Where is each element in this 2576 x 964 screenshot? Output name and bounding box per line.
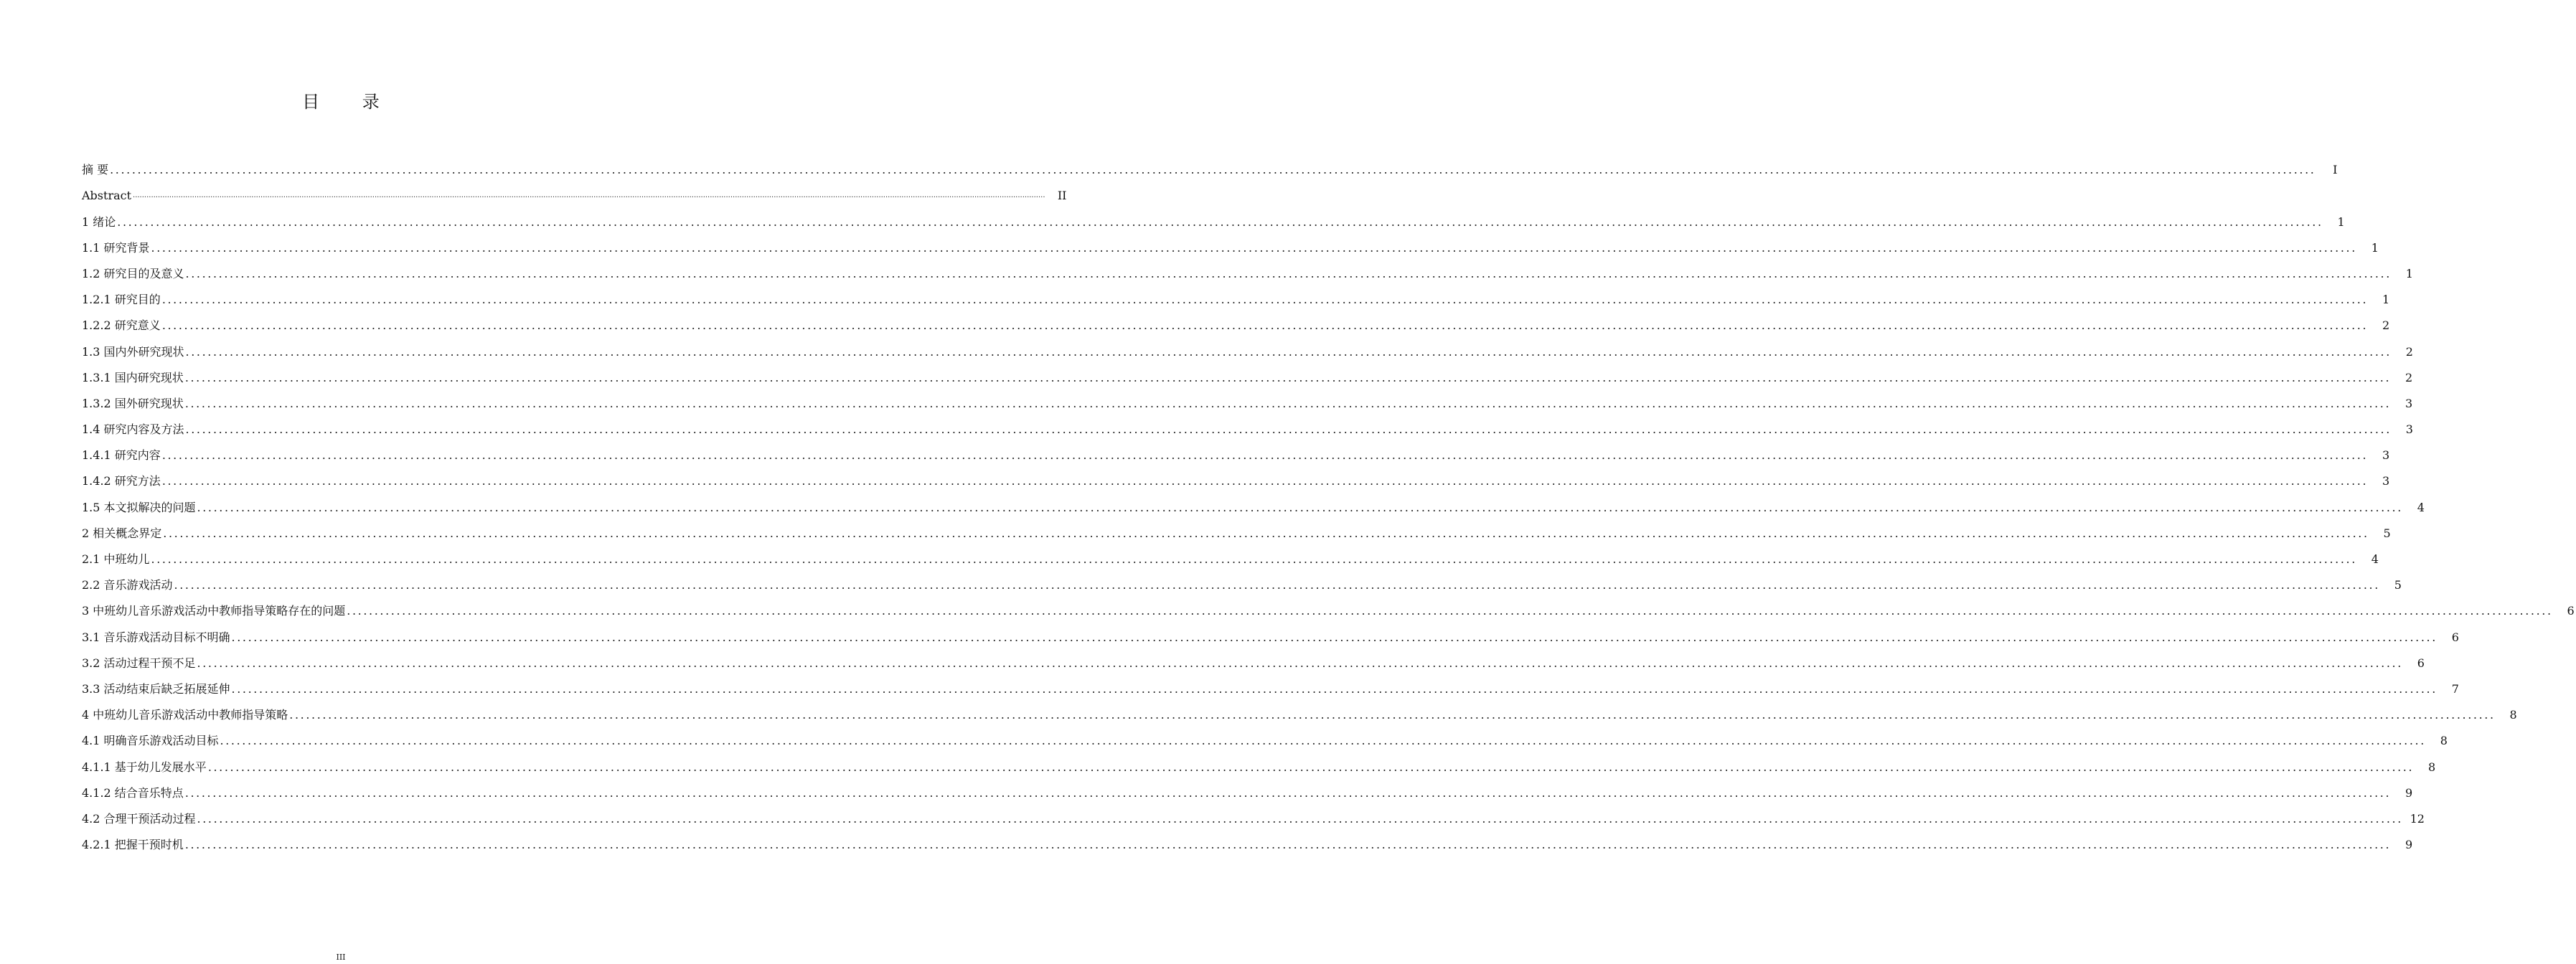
- toc-dot-leader: ................................................................................................................................................................................................................................................................................................................................................................................................................: [184, 785, 2392, 800]
- toc-entry-page: 5: [2383, 526, 2391, 540]
- toc-dot-leader: ................................................................................................................................................................................................................................................................................................................................................................................................................: [184, 396, 2392, 410]
- toc-entry-label: Abstract: [82, 189, 132, 203]
- toc-dot-leader: ................................................................................................................................................................................................................................................................................................................................................................................................................: [185, 344, 2392, 359]
- toc-dot-leader: ................................................................................................................................................................................................................................................................................................................................................................................................................: [151, 552, 2357, 566]
- toc-entry[interactable]: [82, 749, 2436, 775]
- toc-entry[interactable]: [82, 542, 2379, 567]
- toc-dot-leader: ................................................................................................................................................................................................................................................................................................................................................................................................................: [163, 526, 2369, 540]
- toc-entry-page: 8: [2428, 760, 2436, 774]
- toc-entry-page: 4: [2417, 500, 2425, 514]
- toc-dot-leader: ................................................................................................................................................................................................................................................................................................................................................................................................................: [151, 240, 2357, 255]
- toc-entry-page: II: [1057, 189, 1067, 203]
- toc-entry[interactable]: [82, 801, 2425, 827]
- toc-entry-page: 6: [2567, 604, 2575, 618]
- toc-dot-leader: ................................................................................................................................................................................................................................................................................................................................................................................................................: [185, 422, 2392, 437]
- toc-entry[interactable]: [82, 593, 2575, 619]
- toc-entry-label: 1.3 国内外研究现状: [82, 344, 184, 359]
- toc-entry[interactable]: [82, 308, 2390, 334]
- toc-entry[interactable]: [82, 619, 2459, 645]
- toc-dot-leader: ................................................................................................................................................................................................................................................................................................................................................................................................................: [110, 163, 2316, 177]
- toc-dot-leader: ................................................................................................................................................................................................................................................................................................................................................................................................................: [184, 370, 2392, 384]
- toc-dot-leader: ................................................................................................................................................................................................................................................................................................................................................................................................................: [184, 838, 2392, 852]
- toc-dot-leader: ................................................................................................................................................................................................................................................................................................................................................................................................................: [185, 266, 2392, 280]
- toc-entry[interactable]: [82, 516, 2391, 542]
- toc-entry-label: 4.2 合理干预活动过程: [82, 811, 196, 826]
- toc-entry-label: 4.2.1 把握干预时机: [82, 838, 184, 852]
- toc-entry[interactable]: [82, 463, 2390, 489]
- toc-entry-page: 4: [2371, 552, 2379, 566]
- toc-entry[interactable]: [82, 438, 2390, 463]
- toc-dot-leader: ................................................................................................................................................................................................................................................................................................................................................................................................................: [197, 500, 2403, 514]
- toc-entry-label: 2.2 音乐游戏活动: [82, 578, 173, 592]
- toc-entry-page: 8: [2509, 708, 2517, 722]
- toc-entry-page: 3: [2382, 474, 2390, 488]
- toc-entry-page: 8: [2440, 734, 2448, 748]
- toc-entry[interactable]: [82, 334, 2413, 359]
- toc-entry-label: 1.5 本文拟解决的问题: [82, 500, 196, 514]
- toc-entry[interactable]: [82, 282, 2390, 308]
- toc-dot-leader: ................................................................................................................................................................................................................................................................................................................................................................................................................: [161, 448, 2369, 463]
- toc-entry-page: 9: [2405, 785, 2413, 800]
- toc-entry-page: 1: [2382, 293, 2390, 307]
- toc-entry-label: 1.3.1 国内研究现状: [82, 370, 184, 384]
- toc-entry-label: 3.2 活动过程干预不足: [82, 656, 196, 670]
- page-number: III: [336, 953, 346, 962]
- toc-entry-label: 1.3.2 国外研究现状: [82, 396, 184, 410]
- toc-entry-label: 4.1.1 基于幼儿发展水平: [82, 760, 207, 774]
- table-of-contents: [82, 152, 2575, 853]
- toc-entry-page: 7: [2451, 681, 2459, 696]
- toc-entry[interactable]: [82, 775, 2413, 801]
- toc-entry[interactable]: [82, 230, 2379, 256]
- toc-entry[interactable]: [82, 204, 2345, 230]
- toc-entry-label: 摘 要: [82, 163, 109, 177]
- toc-entry-page: I: [2333, 163, 2338, 177]
- toc-dot-leader: ................................................................................................................................................................................................................................................................................................................................................................................................................: [207, 760, 2415, 774]
- toc-dot-leader: ................................................................................................................................................................................................................................................................................................................................................................................................................: [117, 214, 2323, 229]
- toc-entry-label: 1.4 研究内容及方法: [82, 422, 184, 437]
- toc-dot-leader: ................................................................................................................................................................................................................................................................................................................................................................................................................: [289, 708, 2496, 722]
- toc-entry[interactable]: [82, 412, 2413, 438]
- toc-dot-leader: ................................................................................................................................................................................................................................................................................................................................................................................................................: [133, 192, 1045, 200]
- toc-entry[interactable]: [82, 489, 2425, 515]
- toc-entry-page: 3: [2405, 422, 2413, 437]
- toc-entry[interactable]: [82, 256, 2413, 282]
- toc-entry-label: 3.3 活动结束后缺乏拓展延伸: [82, 681, 230, 696]
- toc-entry[interactable]: [82, 723, 2448, 749]
- page-title: 目 录: [302, 92, 398, 112]
- toc-entry-label: 3.1 音乐游戏活动目标不明确: [82, 630, 230, 644]
- toc-dot-leader: ................................................................................................................................................................................................................................................................................................................................................................................................................: [197, 811, 2403, 826]
- toc-dot-leader: ................................................................................................................................................................................................................................................................................................................................................................................................................: [347, 604, 2553, 618]
- toc-entry-page: 9: [2405, 838, 2413, 852]
- toc-dot-leader: ................................................................................................................................................................................................................................................................................................................................................................................................................: [174, 578, 2380, 592]
- toc-entry[interactable]: [82, 827, 2413, 853]
- toc-entry-label: 1 绪论: [82, 214, 116, 229]
- toc-entry-page: 3: [2405, 396, 2413, 410]
- toc-entry-label: 2 相关概念界定: [82, 526, 162, 540]
- toc-entry-page: 2: [2382, 318, 2390, 333]
- toc-entry-label: 1.2 研究目的及意义: [82, 266, 184, 280]
- toc-entry[interactable]: [82, 386, 2413, 412]
- toc-entry-label: 4.1.2 结合音乐特点: [82, 785, 184, 800]
- toc-dot-leader: ................................................................................................................................................................................................................................................................................................................................................................................................................: [161, 474, 2369, 488]
- toc-entry[interactable]: [82, 152, 2338, 178]
- toc-entry[interactable]: [82, 671, 2459, 697]
- toc-dot-leader: ................................................................................................................................................................................................................................................................................................................................................................................................................: [197, 656, 2403, 670]
- toc-entry-page: 2: [2405, 370, 2413, 384]
- toc-entry-page: 1: [2371, 240, 2379, 255]
- toc-dot-leader: ................................................................................................................................................................................................................................................................................................................................................................................................................: [161, 293, 2369, 307]
- toc-entry-label: 1.4.1 研究内容: [82, 448, 161, 463]
- toc-entry-page: 2: [2405, 344, 2413, 359]
- toc-entry-label: 2.1 中班幼儿: [82, 552, 150, 566]
- toc-entry-label: 4.1 明确音乐游戏活动目标: [82, 734, 219, 748]
- toc-entry[interactable]: [82, 567, 2402, 593]
- toc-entry-page: 5: [2394, 578, 2402, 592]
- toc-entry-page: 1: [2405, 266, 2413, 280]
- toc-entry-page: 6: [2417, 656, 2425, 670]
- toc-dot-leader: ................................................................................................................................................................................................................................................................................................................................................................................................................: [231, 681, 2438, 696]
- toc-entry-label: 1.4.2 研究方法: [82, 474, 161, 488]
- toc-entry-label: 1.1 研究背景: [82, 240, 150, 255]
- toc-entry-page: 12: [2410, 811, 2425, 826]
- toc-entry-label: 1.2.2 研究意义: [82, 318, 161, 333]
- toc-entry-label: 3 中班幼儿音乐游戏活动中教师指导策略存在的问题: [82, 604, 346, 618]
- toc-entry-page: 3: [2382, 448, 2390, 463]
- toc-entry[interactable]: [82, 360, 2413, 386]
- toc-dot-leader: ................................................................................................................................................................................................................................................................................................................................................................................................................: [231, 630, 2438, 644]
- toc-dot-leader: ................................................................................................................................................................................................................................................................................................................................................................................................................: [161, 318, 2369, 333]
- toc-entry[interactable]: [82, 646, 2425, 671]
- toc-entry[interactable]: [82, 178, 1067, 204]
- toc-dot-leader: ................................................................................................................................................................................................................................................................................................................................................................................................................: [220, 734, 2426, 748]
- toc-entry[interactable]: [82, 697, 2517, 723]
- toc-entry-page: 1: [2337, 214, 2345, 229]
- toc-entry-label: 4 中班幼儿音乐游戏活动中教师指导策略: [82, 708, 288, 722]
- toc-entry-label: 1.2.1 研究目的: [82, 293, 161, 307]
- toc-entry-page: 6: [2451, 630, 2459, 644]
